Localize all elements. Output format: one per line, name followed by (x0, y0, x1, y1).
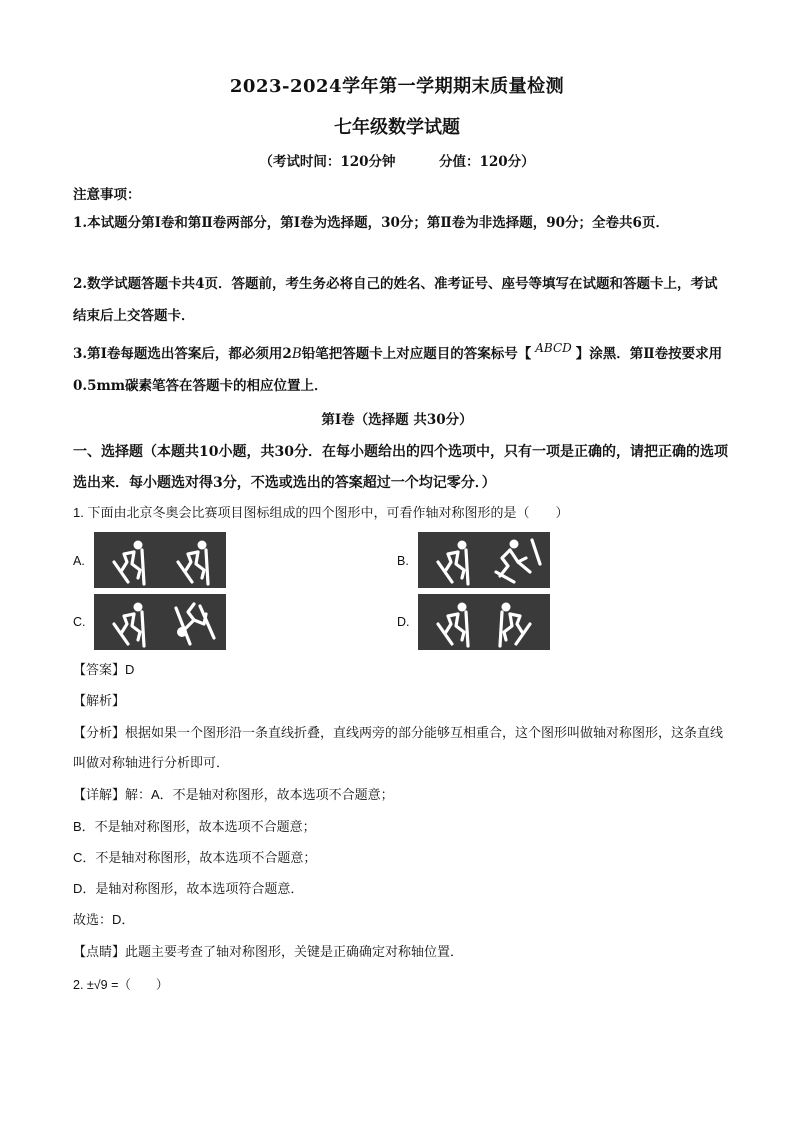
answer-line (73, 655, 134, 685)
option-b-image (418, 532, 550, 588)
option-b-label: B. (397, 554, 409, 568)
section-1-instructions: 一、选择题（本题共10小题，共30分．在每小题给出的四个选项中，只有一项是正确的，请把正确的选项选出来．每小题选对得3分，不选或选出的答案超过一个均记零分．） (73, 444, 728, 491)
notice-item-3-c: 铅笔把答题卡上对应题目的答案标号【 (301, 346, 532, 362)
notice-item-3-a: 3.第Ⅰ卷每题选出答案后，都必须用2 (73, 346, 292, 362)
option-d-label: D. (397, 615, 410, 629)
option-a-label: A. (73, 554, 85, 568)
option-c-label: C. (73, 615, 86, 629)
exam-meta (0, 150, 794, 170)
notice-item-3-abcd: ABCD (535, 341, 572, 355)
exam-score: 分值：120分） (438, 154, 535, 170)
skier-symmetric-pictogram-pair-icon (418, 594, 550, 650)
analysis-tag: 【解析】 (73, 693, 126, 708)
option-d-image (418, 594, 550, 650)
part1-heading: 第Ⅰ卷（选择题 共30分） (321, 412, 473, 428)
analysis-fenxi: 【分析】根据如果一个图形沿一条直线折叠，直线两旁的部分能够互相重合，这个图形叫做轴对称图形，这条直线叫做对称轴进行分析即可． (73, 725, 724, 770)
dianjing-line: 【点睛】此题主要考查了轴对称图形，关键是正确确定对称轴位置． (73, 944, 464, 959)
skier-tumble-pictogram-pair-icon (94, 594, 226, 650)
question-2-number: 2. (73, 978, 84, 992)
detail-line-4: D．是轴对称图形，故本选项符合题意． (73, 881, 304, 896)
notice-item-3-d: 】涂黑．第Ⅱ卷按要求用0.5mm碳素笔答在答题卡的相应位置上． (73, 346, 723, 394)
question-2-expression: ±√9 =（ ） (86, 978, 169, 992)
skier-pictogram-pair-a-icon (94, 532, 226, 588)
detail-line-2: B．不是轴对称图形，故本选项不合题意； (73, 819, 316, 834)
notice-item-3-b: B (291, 346, 302, 362)
detail-line-3: C．不是轴对称图形，故本选项不合题意； (73, 850, 317, 865)
question-2-stem (73, 975, 168, 993)
notice-item-3 (73, 338, 723, 402)
notice-item-2: 2.数学试题答题卡共4页．答题前，考生务必将自己的姓名、准考证号、座号等填写在试题和答题卡上，考试结束后上交答题卡． (73, 276, 718, 324)
conclusion-line: 故选：D． (73, 912, 135, 927)
notice-heading: 注意事项： (73, 187, 141, 203)
answer-tag: 【答案】 (73, 662, 126, 677)
exam-subtitle: 七年级数学试题 (334, 117, 460, 138)
detail-line-1: 【详解】解：A．不是轴对称图形，故本选项不合题意； (73, 787, 394, 802)
exam-time: （考试时间：120分钟 (259, 154, 396, 170)
skier-aerial-pictogram-pair-icon (418, 532, 550, 588)
answer-value: D (125, 662, 135, 677)
option-a-image (94, 532, 226, 588)
exam-title: 2023-2024学年第一学期期末质量检测 (229, 76, 565, 97)
notice-item-1: 1.本试题分第Ⅰ卷和第Ⅱ卷两部分，第Ⅰ卷为选择题，30分；第Ⅱ卷为非选择题，90分；全卷共6页． (73, 215, 669, 231)
question-1-stem: 1. 下面由北京冬奥会比赛项目图标组成的四个图形中，可看作轴对称图形的是（ ） (73, 505, 569, 520)
option-c-image (94, 594, 226, 650)
